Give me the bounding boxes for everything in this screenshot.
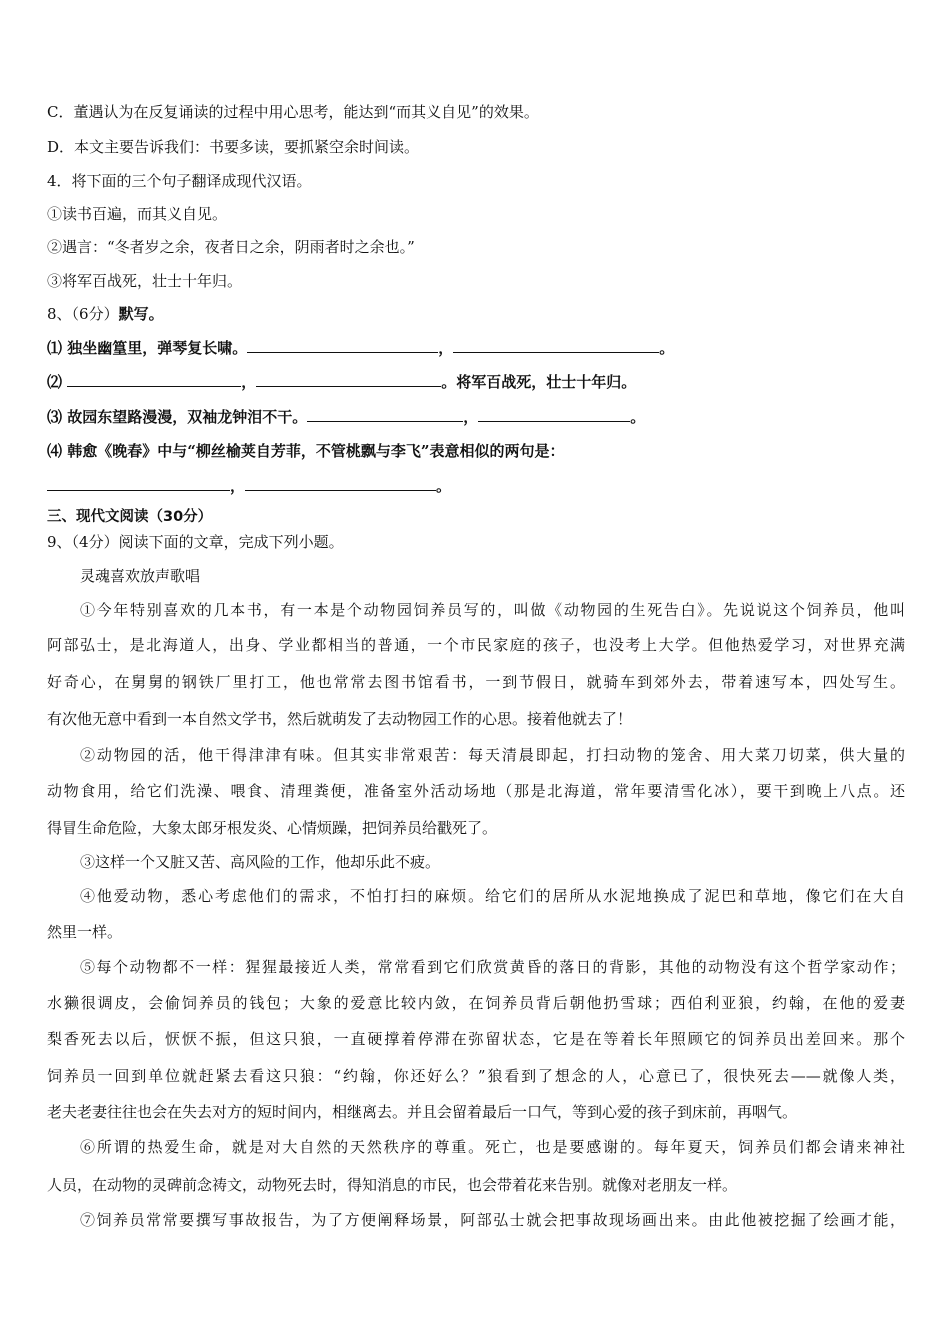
article-line: 阿部弘士，是北海道人，出身、学业都相当的普通，一个市民家庭的孩子，也没考上大学。但他热爱学习，对世界充满 bbox=[47, 636, 905, 654]
question-8-heading bbox=[47, 304, 164, 324]
article-line: 得冒生命危险，大象太郎牙根发炎、心情烦躁，把饲养员给戳死了。 bbox=[47, 819, 498, 837]
article-line: ⑦饲养员常常要撰写事故报告，为了方便阐释场景，阿部弘士就会把事故现场画出来。由此他被挖掘了绘画才能， bbox=[80, 1211, 905, 1229]
article-line: ④他爱动物，悉心考虑他们的需求，不怕打扫的麻烦。给它们的居所从水泥地换成了泥巴和草地，像它们在大自 bbox=[80, 887, 905, 905]
answer-blank[interactable] bbox=[245, 476, 436, 491]
given-verse: 。将军百战死，壮士十年归。 bbox=[441, 373, 637, 391]
comma: ， bbox=[241, 373, 257, 391]
article-line: 人员，在动物的灵碑前念祷文，动物死去时，得知消息的市民，也会带着花来告别。就像对老朋友一样。 bbox=[47, 1176, 738, 1194]
item-number: ⑴ bbox=[47, 339, 63, 357]
q4-item-3: ③将军百战死，壮士十年归。 bbox=[47, 272, 243, 290]
item-number: ⑵ bbox=[47, 373, 63, 391]
q8-item-1 bbox=[47, 338, 674, 358]
article-line: ③这样一个又脏又苦、高风险的工作，他却乐此不疲。 bbox=[80, 853, 441, 871]
article-line: ⑥所谓的热爱生命，就是对大自然的天然秩序的尊重。死亡，也是要感谢的。每年夏天，饲养员们都会请来神社 bbox=[80, 1138, 905, 1156]
q8-prefix: 8、（6分） bbox=[47, 305, 119, 323]
q8-item-3 bbox=[47, 407, 645, 427]
given-verse: 独坐幽篁里，弹琴复长啸。 bbox=[67, 339, 248, 357]
end-punct: 。 bbox=[630, 408, 646, 426]
article-line: ②动物园的活，他干得津津有味。但其实非常艰苦：每天清晨即起，打扫动物的笼舍、用大菜刀切菜，供大量的 bbox=[80, 746, 905, 764]
answer-blank[interactable] bbox=[478, 407, 630, 422]
section-heading: 三、现代文阅读（30分） bbox=[47, 509, 213, 525]
answer-blank[interactable] bbox=[247, 338, 438, 353]
article-line: ⑤每个动物都不一样：猩猩最接近人类，常常看到它们欣赏黄昏的落日的背影，其他的动物没有这个哲学家动作； bbox=[80, 958, 905, 976]
article-line: 好奇心，在舅舅的钢铁厂里打工，他也常常去图书馆看书，一到节假日，就骑车到郊外去，带着速写本，四处写生。 bbox=[47, 673, 905, 691]
prompt: 韩愈《晚春》中与“柳丝榆荚自芳菲，不管桃飘与李飞”表意相似的两句是： bbox=[67, 442, 565, 460]
answer-blank[interactable] bbox=[47, 476, 230, 491]
q8-item-2 bbox=[47, 372, 636, 392]
end-punct: 。 bbox=[659, 339, 675, 357]
article-line: 有次他无意中看到一本自然文学书，然后就萌发了去动物园工作的心思。接着他就去了！ bbox=[47, 710, 633, 728]
article-title: 灵魂喜欢放声歌唱 bbox=[80, 567, 201, 585]
end-punct: 。 bbox=[436, 477, 452, 495]
answer-blank[interactable] bbox=[256, 372, 441, 387]
q4-item-1: ①读书百遍，而其义自见。 bbox=[47, 205, 228, 223]
option-d: D．本文主要告诉我们：书要多读，要抓紧空余时间读。 bbox=[47, 138, 420, 156]
question-4-stem: 4．将下面的三个句子翻译成现代汉语。 bbox=[47, 172, 312, 190]
article-line: 水獭很调皮，会偷饲养员的钱包；大象的爱意比较内敛，在饲养员背后朝他扔雪球；西伯利亚狼，约翰，在他的爱妻 bbox=[47, 994, 905, 1012]
question-9-stem: 9、（4分）阅读下面的文章，完成下列小题。 bbox=[47, 533, 344, 551]
comma: ， bbox=[463, 408, 479, 426]
article-line: 饲养员一回到单位就赶紧去看这只狼：“约翰，你还好么？”狼看到了想念的人，心意已了，很快死去——就像人类， bbox=[47, 1067, 905, 1085]
given-verse: 故园东望路漫漫，双袖龙钟泪不干。 bbox=[67, 408, 308, 426]
comma: ， bbox=[230, 477, 246, 495]
article-line: 然里一样。 bbox=[47, 923, 123, 941]
q4-item-2: ②遇言：“冬者岁之余，夜者日之余，阴雨者时之余也。” bbox=[47, 238, 415, 256]
article-line: 动物食用，给它们洗澡、喂食、清理粪便，准备室外活动场地（那是北海道，常年要清雪化冰），要干到晚上八点。还 bbox=[47, 782, 905, 800]
q8-item-4 bbox=[47, 441, 565, 461]
article-line: 梨香死去以后，恹恹不振，但这只狼，一直硬撑着停滞在弥留状态，它是在等着长年照顾它的饲养员出差回来。那个 bbox=[47, 1030, 905, 1048]
answer-blank[interactable] bbox=[307, 407, 463, 422]
article-line: ①今年特别喜欢的几本书，有一本是个动物园饲养员写的，叫做《动物园的生死告白》。先说说这个饲养员，他叫 bbox=[80, 601, 905, 619]
answer-blank[interactable] bbox=[453, 338, 659, 353]
answer-blank[interactable] bbox=[67, 372, 241, 387]
q8-item-4-blanks bbox=[47, 476, 451, 496]
q8-title: 默写。 bbox=[118, 305, 164, 323]
comma: ， bbox=[438, 339, 454, 357]
option-c: C．董遇认为在反复诵读的过程中用心思考，能达到“而其义自见”的效果。 bbox=[47, 103, 539, 121]
item-number: ⑷ bbox=[47, 442, 63, 460]
article-line: 老夫老妻往往也会在失去对方的短时间内，相继离去。并且会留着最后一口气，等到心爱的孩子到床前，再咽气。 bbox=[47, 1103, 798, 1121]
item-number: ⑶ bbox=[47, 408, 63, 426]
